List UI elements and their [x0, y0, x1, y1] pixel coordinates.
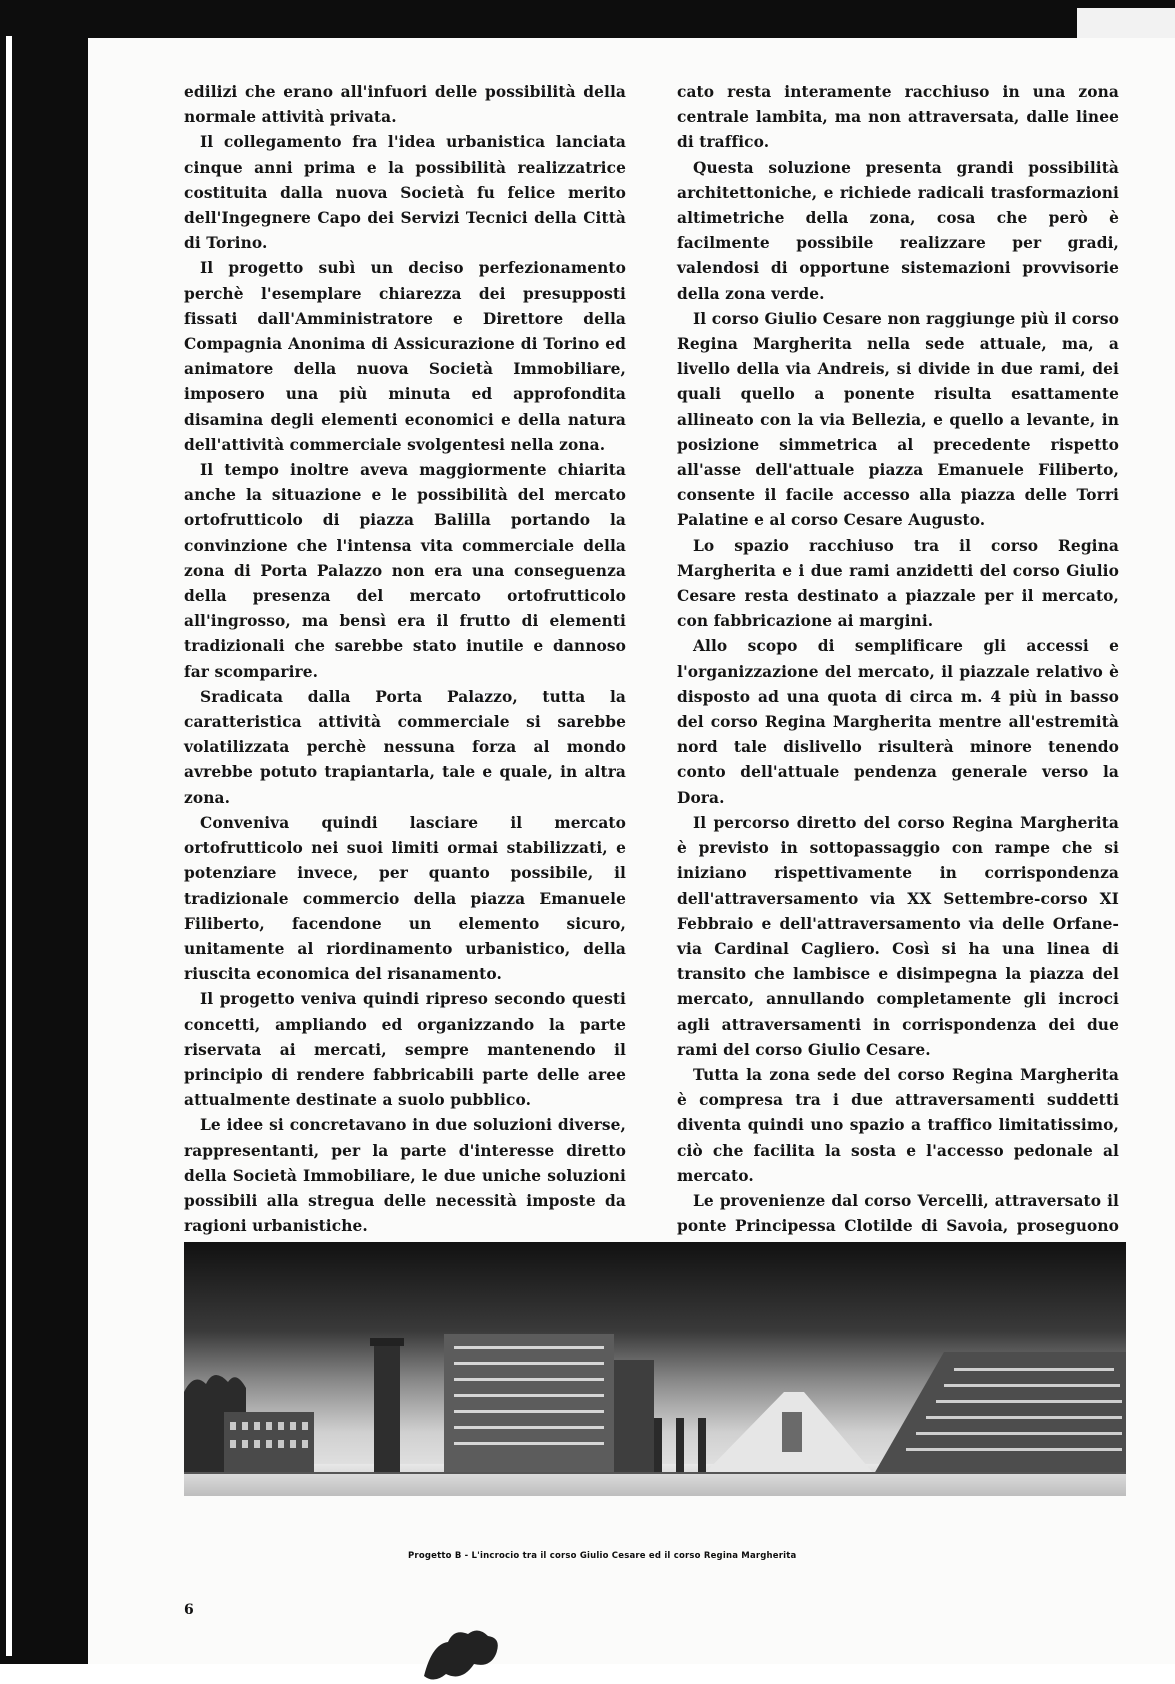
paragraph: Questa soluzione presenta grandi possibilità architettoniche, e richiede radicali trasformazioni altimetriche della zona, cosa che però è facilmente possibile realizzare per gradi, valendosi di opportune sistemazioni provvisorie della zona verde.: [677, 158, 1119, 303]
paragraph: Conveniva quindi lasciare il mercato ortofrutticolo nei suoi limiti ormai stabilizzati, e potenziare invece, per quanto possibile, il tradizionale commercio della piazza Emanuele Filiberto, facendone un elemento sicuro, unitamente al riordinamento urbanistico, della riuscita economica del risanamento.: [184, 813, 626, 984]
paragraph: Allo scopo di semplificare gli accessi e l'organizzazione del mercato, il piazzale relativo è disposto ad una quota di circa m. 4 più in basso del corso Regina Margherita mentre all'estremità nord tale dislivello risulterà minore tenendo conto dell'attuale pendenza generale verso la Dora.: [677, 637, 1119, 807]
paragraph: Le idee si concretavano in due soluzioni diverse, rappresentanti, per la parte d'interesse diretto della Società Immobiliare, le due uniche soluzioni possibili alla stregua delle necessità imposte da ragioni urbanistiche.: [184, 1116, 626, 1236]
scan-border-left: [0, 0, 88, 1664]
text-column-right: [677, 80, 1119, 1315]
paragraph: Sradicata dalla Porta Palazzo, tutta la caratteristica attività commerciale si sarebbe volatilizzata perchè nessuna forza al mondo avrebbe potuto trapiantarla, tale e quale, in altra zona.: [184, 687, 626, 807]
paragraph: Lo spazio racchiuso tra il corso Regina Margherita e i due rami anzidetti del corso Giulio Cesare resta destinato a piazzale per il mercato, con fabbricazione ai margini.: [677, 536, 1119, 631]
paragraph: Il progetto veniva quindi ripreso secondo questi concetti, ampliando ed organizzando la parte riservata ai mercati, sempre mantenendo il principio di rendere fabbricabili parte delle aree attualmente destinate a suolo pubblico.: [184, 990, 626, 1110]
paragraph: Il collegamento fra l'idea urbanistica lanciata cinque anni prima e la possibilità realizzatrice costituita dalla nuova Società fu felice merito dell'Ingegnere Capo dei Servizi Tecnici della Città di Torino.: [184, 133, 626, 253]
paragraph: Il tempo inoltre aveva maggiormente chiarita anche la situazione e le possibilità del mercato ortofrutticolo di piazza Balilla portando la convinzione che l'intensa vita commerciale della zona di Porta Palazzo non era una conseguenza della presenza del mercato ortofrutticolo all'ingrosso, ma bensì era il frutto di elementi tradizionali che sarebbe stato inutile e dannoso far scomparire.: [184, 461, 626, 681]
paragraph: Il progetto subì un deciso perfezionamento perchè l'esemplare chiarezza dei presupposti fissati dall'Amministratore e Direttore della Compagnia Anonima di Assicurazione di Torino ed animatore della nuova Società Immobiliare, imposero una più minuta ed approfondita disamina degli elementi economici e della natura dell'attività commerciale svolgentesi nella zona.: [184, 259, 626, 454]
page-number: 6: [184, 1602, 194, 1618]
paragraph: edilizi che erano all'infuori delle possibilità della normale attività privata.: [184, 83, 626, 127]
scan-border-top: [0, 0, 1175, 38]
paragraph: Le provenienze dal corso Vercelli, attraversato il ponte Principessa Clotilde di Savoia, proseguono: [677, 1191, 1119, 1236]
architectural-rendering-image: [184, 1242, 1126, 1496]
scan-corner-tab: [1077, 8, 1175, 41]
scan-border-left-line: [6, 36, 12, 1656]
paragraph: Tutta la zona sede del corso Regina Margherita è compresa tra i due attraversamenti suddetti diventa quindi uno spazio a traffico limitatissimo, ciò che facilita la sosta e l'accesso pedonale al mercato.: [677, 1065, 1119, 1185]
paragraph: cato resta interamente racchiuso in una zona centrale lambita, ma non attraversata, dalle linee di traffico.: [677, 83, 1119, 152]
paragraph: Il corso Giulio Cesare non raggiunge più il corso Regina Margherita nella sede attuale, ma, a livello della via Andreis, si divide in due rami, dei quali quello a ponente risulta esattamente allineato con la via Bellezia, e quello a levante, in posizione simmetrica al precedente rispetto all'asse dell'attuale piazza Emanuele Filiberto, consente il facile accesso alla piazza delle Torri Palatine e al corso Cesare Augusto.: [677, 309, 1119, 530]
ink-stain-mark: [418, 1624, 508, 1684]
text-column-left: [184, 80, 626, 1265]
figure-caption: Progetto B - L'incrocio tra il corso Giulio Cesare ed il corso Regina Margherita: [408, 1551, 797, 1561]
document-page: [88, 38, 1175, 1664]
paragraph: Il percorso diretto del corso Regina Margherita è previsto in sottopassaggio con rampe che si iniziano rispettivamente in corrispondenza dell'attraversamento via XX Settembre-corso XI Febbraio e dell'attraversamento via delle Orfane-via Cardinal Cagliero. Così si ha una linea di transito che lambisce e disimpegna la piazza del mercato, annullando completamente gli incroci agli attraversamenti in corrispondenza dei due rami del corso Giulio Cesare.: [677, 813, 1119, 1059]
rendering-drawing: [184, 1242, 1126, 1496]
